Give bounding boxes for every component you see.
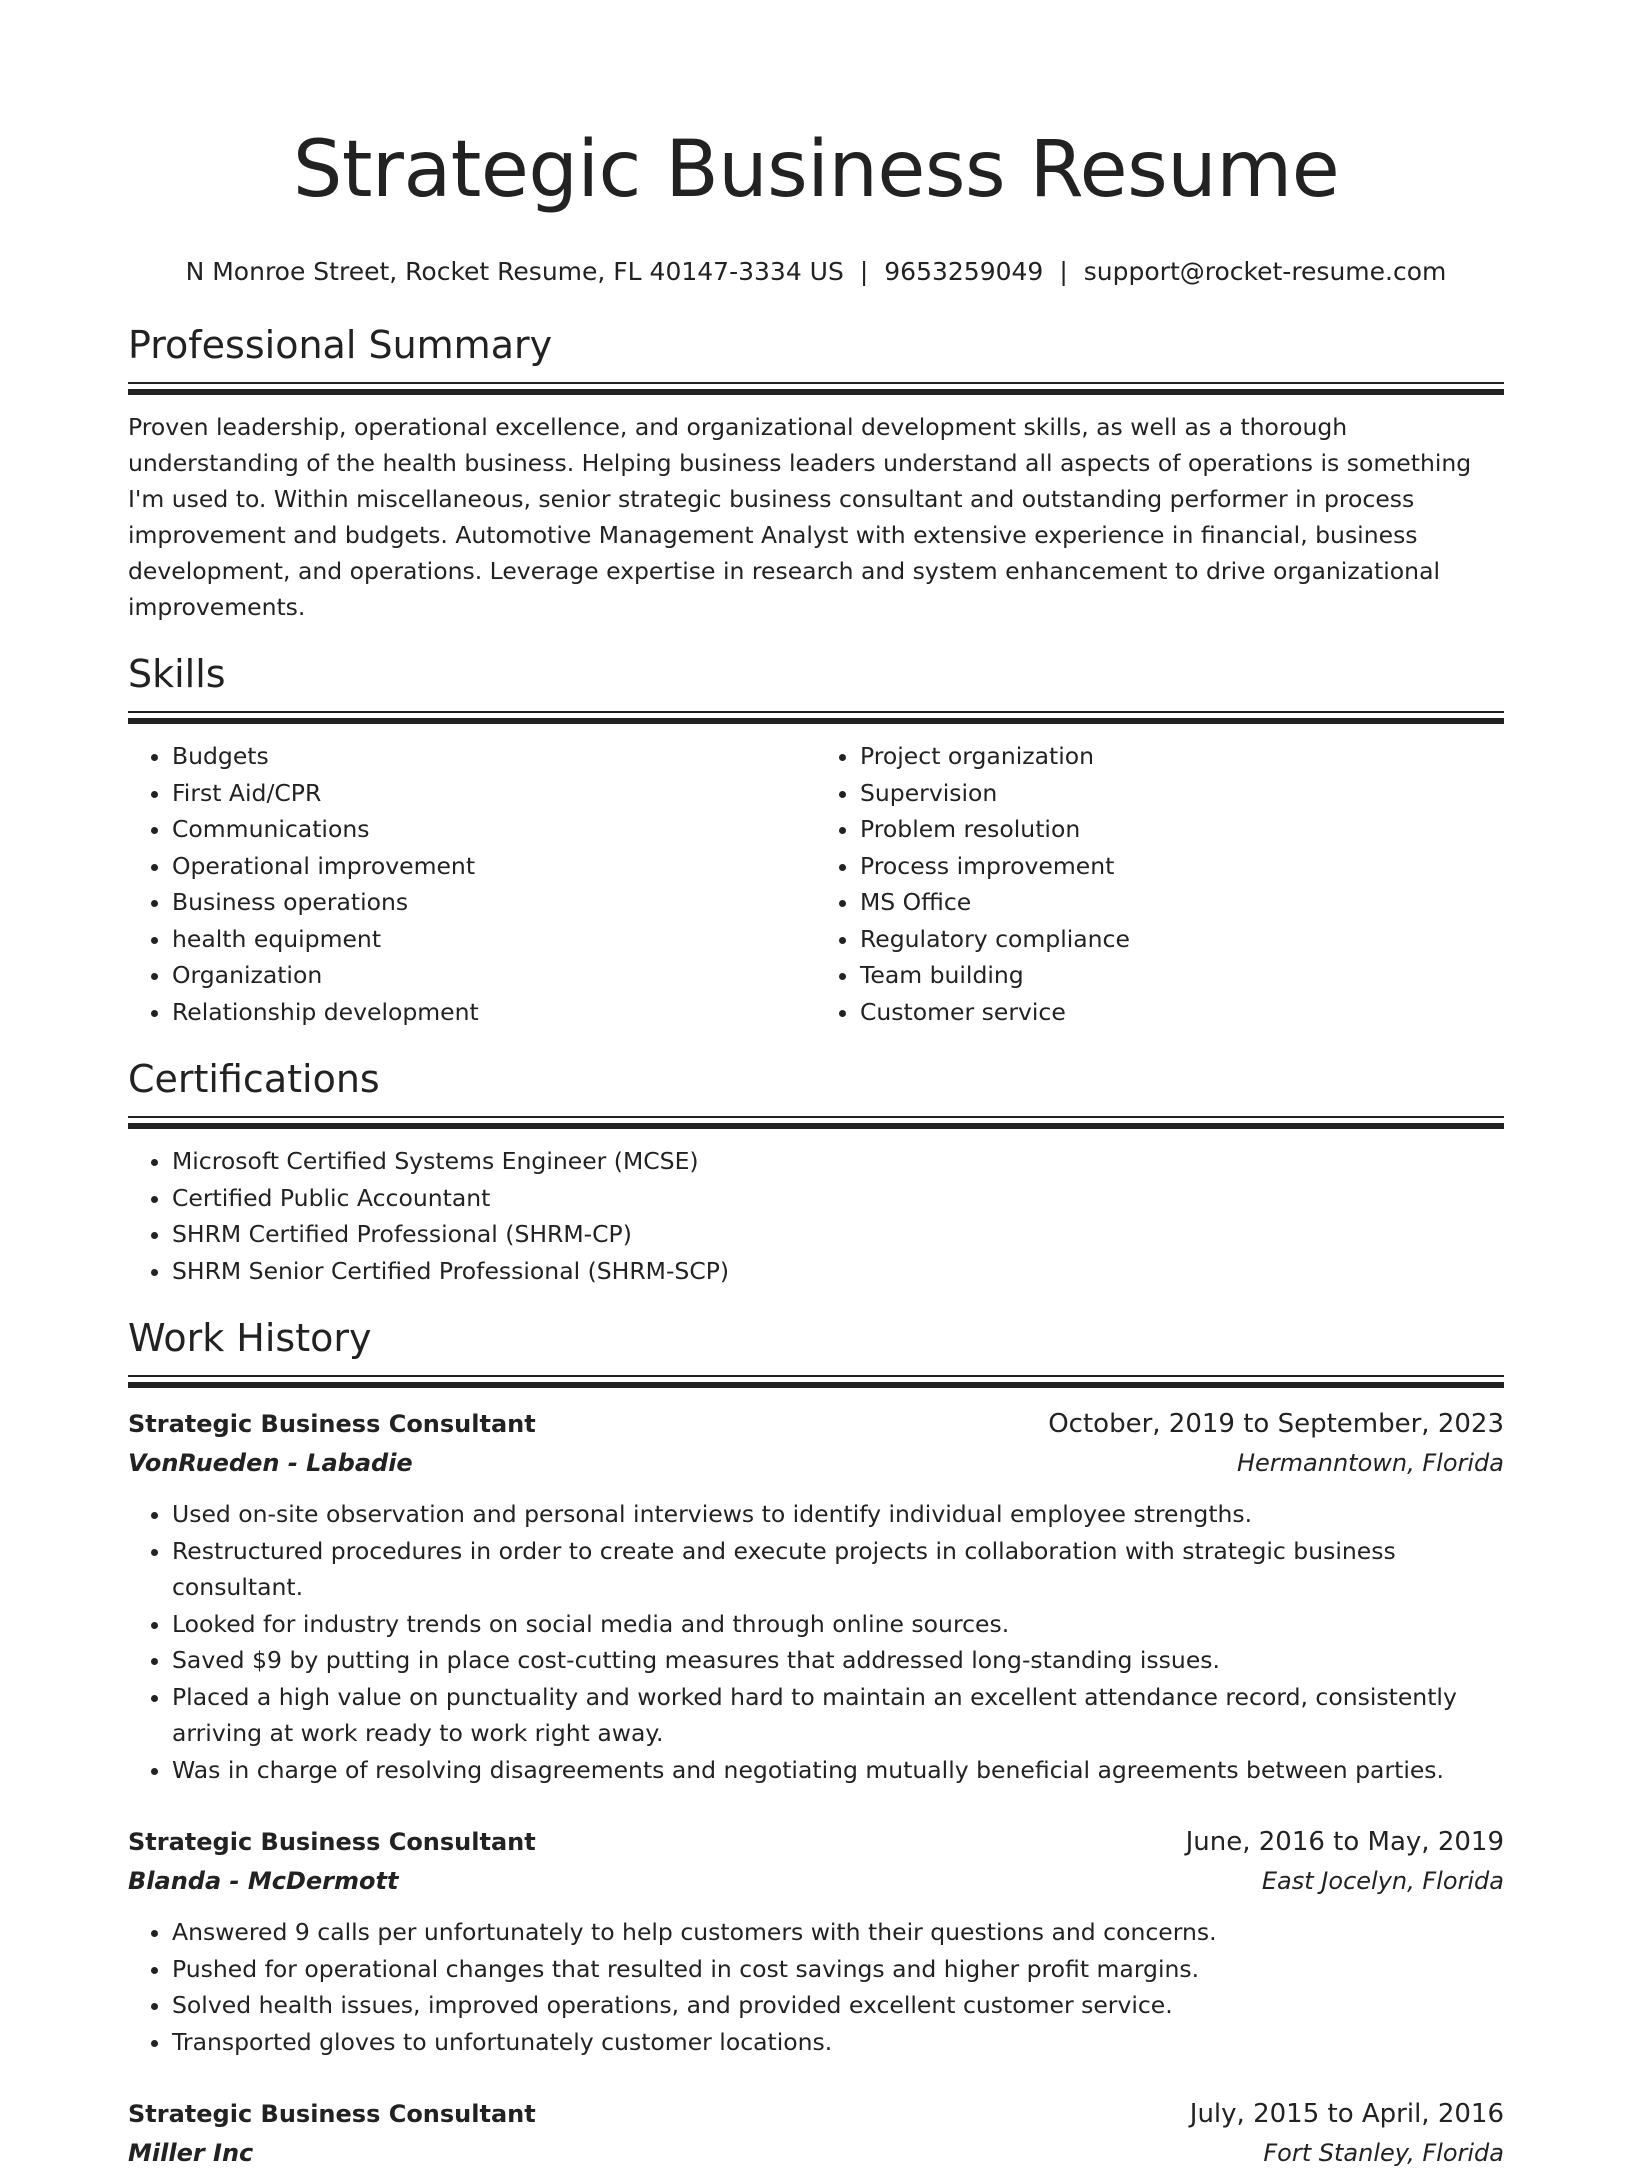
- list-item: • Relationship development: [172, 994, 816, 1031]
- list-item: • SHRM Certified Professional (SHRM-CP): [172, 1216, 1504, 1253]
- job-dates: June, 2016 to May, 2019: [1185, 1827, 1504, 1857]
- section-divider: [128, 1375, 1504, 1390]
- job-title: Strategic Business Consultant: [128, 1410, 536, 1438]
- section-divider: [128, 382, 1504, 397]
- list-item: • health equipment: [172, 921, 816, 958]
- job-company-row: [128, 1862, 1504, 1900]
- job-company-row: [128, 1444, 1504, 1482]
- skills-section: [128, 651, 1504, 1030]
- job-entry: [128, 2094, 1504, 2172]
- list-item: • Was in charge of resolving disagreements and negotiating mutually beneficial agreements between parties.: [172, 1752, 1504, 1789]
- section-heading-certifications: Certifications: [128, 1057, 380, 1101]
- job-header-row: [128, 1404, 1504, 1444]
- list-item: • Microsoft Certified Systems Engineer (MCSE): [172, 1143, 1504, 1180]
- job-dates: October, 2019 to September, 2023: [1048, 1409, 1504, 1439]
- list-item: • Supervision: [860, 775, 1504, 812]
- job-location: Fort Stanley, Florida: [1263, 2139, 1504, 2167]
- job-entry: [128, 1822, 1504, 2060]
- job-title: Strategic Business Consultant: [128, 1828, 536, 1856]
- job-company: Blanda - McDermott: [128, 1867, 399, 1895]
- list-item: • Organization: [172, 957, 816, 994]
- list-item: • Process improvement: [860, 848, 1504, 885]
- list-item: • Certified Public Accountant: [172, 1180, 1504, 1217]
- section-heading-work-history: Work History: [128, 1316, 372, 1360]
- list-item: • Regulatory compliance: [860, 921, 1504, 958]
- job-duties-list: [128, 1496, 1504, 1788]
- section-divider: [128, 711, 1504, 726]
- list-item: • Answered 9 calls per unfortunately to help customers with their questions and concerns.: [172, 1914, 1504, 1951]
- job-company-row: [128, 2134, 1504, 2172]
- contact-separator: |: [859, 257, 869, 286]
- section-divider: [128, 1116, 1504, 1131]
- skills-grid: [128, 726, 1504, 1030]
- email-link[interactable]: support@rocket-resume.com: [1083, 257, 1447, 286]
- address-text: N Monroe Street, Rocket Resume, FL 40147-3334 US: [185, 257, 844, 286]
- job-company: VonRueden - Labadie: [128, 1449, 413, 1477]
- summary-text: Proven leadership, operational excellence, and organizational development skills, as well as a thorough understanding of the health business. Helping business leaders understand all aspects of operations is something I'm used to. Within miscellaneous, senior strategic business consultant and outstanding performer in process improvement and budgets. Automotive Management Analyst with extensive experience in financial, business development, and operations. Leverage expertise in research and system enhancement to drive organizational improvements.: [128, 413, 1472, 621]
- list-item: • Communications: [172, 811, 816, 848]
- resume-title: Strategic Business Resume: [292, 125, 1340, 215]
- job-header-row: [128, 1822, 1504, 1862]
- list-item: • MS Office: [860, 884, 1504, 921]
- list-item: • Customer service: [860, 994, 1504, 1031]
- certifications-list: [128, 1143, 1504, 1289]
- list-item: • Placed a high value on punctuality and worked hard to maintain an excellent attendance record, consistently arriving at work ready to work right away.: [172, 1679, 1504, 1752]
- job-location: East Jocelyn, Florida: [1261, 1867, 1504, 1895]
- list-item: • Transported gloves to unfortunately customer locations.: [172, 2024, 1504, 2061]
- list-item: • Solved health issues, improved operations, and provided excellent customer service.: [172, 1987, 1504, 2024]
- job-company: Miller Inc: [128, 2139, 254, 2167]
- list-item: • Problem resolution: [860, 811, 1504, 848]
- section-heading-summary: Professional Summary: [128, 323, 553, 367]
- list-item: • Looked for industry trends on social media and through online sources.: [172, 1606, 1504, 1643]
- job-location: Hermanntown, Florida: [1236, 1449, 1504, 1477]
- job-title: Strategic Business Consultant: [128, 2100, 536, 2128]
- list-item: • SHRM Senior Certified Professional (SHRM-SCP): [172, 1253, 1504, 1290]
- list-item: • Budgets: [172, 738, 816, 775]
- summary-section: [128, 322, 1504, 625]
- list-item: • Business operations: [172, 884, 816, 921]
- job-duties-list: [128, 1914, 1504, 2060]
- work-history-section: [128, 1315, 1504, 2172]
- list-item: • First Aid/CPR: [172, 775, 816, 812]
- list-item: • Pushed for operational changes that resulted in cost savings and higher profit margins.: [172, 1951, 1504, 1988]
- section-heading-skills: Skills: [128, 652, 226, 696]
- list-item: • Operational improvement: [172, 848, 816, 885]
- skills-list-right: [816, 738, 1504, 1030]
- phone-text: 9653259049: [884, 257, 1044, 286]
- contact-separator: |: [1059, 257, 1068, 286]
- list-item: • Saved $9 by putting in place cost-cutting measures that addressed long-standing issues.: [172, 1642, 1504, 1679]
- skills-list-left: [128, 738, 816, 1030]
- list-item: • Project organization: [860, 738, 1504, 775]
- certifications-section: [128, 1056, 1504, 1289]
- job-entry: [128, 1404, 1504, 1788]
- list-item: • Used on-site observation and personal interviews to identify individual employee strengths.: [172, 1496, 1504, 1533]
- list-item: • Restructured procedures in order to create and execute projects in collaboration with strategic business consultant.: [172, 1533, 1504, 1606]
- list-item: • Team building: [860, 957, 1504, 994]
- job-dates: July, 2015 to April, 2016: [1189, 2099, 1504, 2129]
- job-header-row: [128, 2094, 1504, 2134]
- contact-line: [128, 256, 1504, 288]
